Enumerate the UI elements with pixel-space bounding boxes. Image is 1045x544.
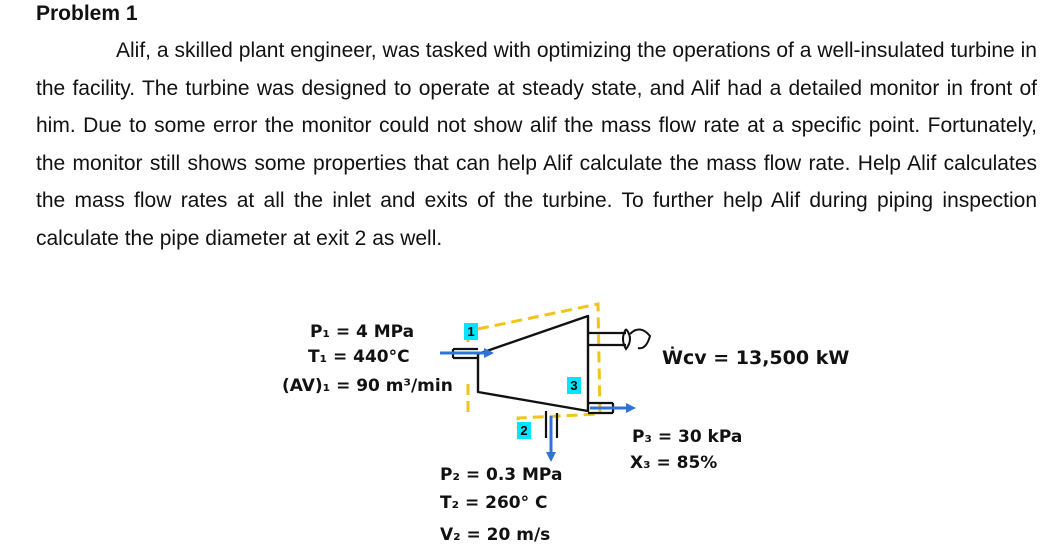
inlet-temperature-label: T₁ = 440°C — [308, 347, 410, 367]
work-label: Ẇcv = 13,500 kW — [662, 347, 850, 369]
turbine-diagram-svg — [268, 296, 870, 544]
inlet-volume-flow-label: (AV)₁ = 90 m³/min — [282, 376, 453, 396]
state-3-badge — [567, 377, 581, 394]
exit3-quality-label: X₃ = 85% — [630, 453, 718, 473]
turbine-body — [478, 316, 588, 411]
state-1-badge — [464, 323, 478, 340]
exit2-arrow — [546, 416, 556, 462]
svg-text:3: 3 — [570, 378, 578, 393]
inlet-pressure-label: P₁ = 4 MPa — [310, 322, 415, 342]
exit2-velocity-label: V₂ = 20 m/s — [440, 525, 551, 544]
exit2-temperature-label: T₂ = 260° C — [440, 493, 548, 513]
problem-paragraph: Alif, a skilled plant engineer, was tasked with optimizing the operations of a well-insulated turbine in the facility. The turbine was designed to operate at steady state, and Alif had a detailed monitor in front of him. Due to some error the monitor could not show alif the mass flow rate at a specific point. Fortunately, the monitor still shows some properties that can help Alif calculate the mass flow rate. Help Alif calculates the mass flow rates at all the inlet and exits of the turbine. To further help Alif during piping inspection calculate the pipe diameter at exit 2 as well. — [36, 39, 1037, 250]
turbine-diagram — [268, 296, 870, 544]
exit2-pressure-label: P₂ = 0.3 MPa — [440, 465, 563, 485]
svg-text:1: 1 — [467, 324, 475, 339]
problem-heading: Problem 1 — [36, 2, 138, 25]
exit3-pressure-label: P₃ = 30 kPa — [632, 427, 743, 447]
state-2-badge — [517, 422, 531, 439]
svg-text:2: 2 — [520, 423, 528, 438]
